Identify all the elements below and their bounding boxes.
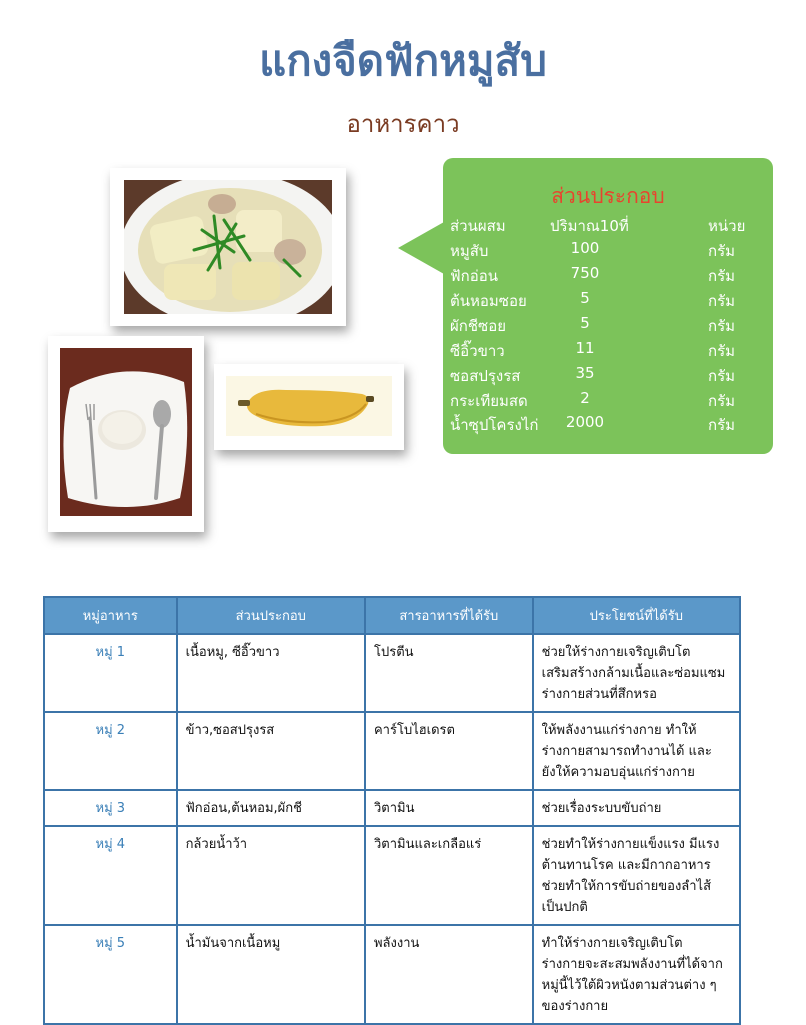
table-row: [44, 925, 740, 1024]
food-group-cell: หมู่ 2: [44, 712, 177, 790]
ingredient-name: หมูสับ: [450, 242, 489, 260]
table-row: [44, 790, 740, 826]
table-row: [44, 634, 740, 712]
ingredient-unit: กรัม: [708, 342, 736, 360]
ingredient-unit: กรัม: [708, 267, 736, 285]
ingredient-unit: กรัม: [708, 317, 736, 335]
component-cell: ฟักอ่อน,ต้นหอม,ผักชี: [177, 790, 365, 826]
ingredient-name: ต้นหอมซอย: [450, 292, 527, 310]
page-subtitle: อาหารคาว: [346, 110, 460, 138]
nutrient-cell: คาร์โบไฮเดรต: [365, 712, 533, 790]
ingredient-name: ซีอิ๊วขาว: [450, 342, 505, 360]
ingredient-col-qty: ปริมาณ10ที่: [550, 217, 629, 235]
banana-photo: [214, 364, 404, 450]
ingredient-unit: กรัม: [708, 416, 736, 434]
benefit-cell: ช่วยให้ร่างกายเจริญเติบโต เสริมสร้างกล้ามเนื้อและซ่อมแซม ร่างกายส่วนที่สึกหรอ: [533, 634, 740, 712]
ingredient-row: [450, 314, 770, 338]
ingredient-col-name: ส่วนผสม: [450, 217, 506, 235]
component-cell: ข้าว,ซอสปรุงรส: [177, 712, 365, 790]
ingredient-qty: 100: [570, 239, 600, 257]
ingredient-row: [450, 389, 770, 413]
ingredient-unit: กรัม: [708, 292, 736, 310]
nutrient-cell: วิตามินและเกลือแร่: [365, 826, 533, 925]
table-row: [44, 712, 740, 790]
ingredient-row: [450, 239, 770, 263]
ingredient-name: กระเทียมสด: [450, 392, 528, 410]
nutrient-cell: โปรตีน: [365, 634, 533, 712]
ingredient-row: [450, 339, 770, 363]
rice-plate-photo: [48, 336, 204, 532]
benefit-cell: ทำให้ร่างกายเจริญเติบโต ร่างกายจะสะสมพลังงานที่ได้จาก หมู่นี้ไว้ใต้ผิวหนังตามส่วนต่าง ๆ ของร่างกาย: [533, 925, 740, 1024]
ingredient-qty: 750: [570, 264, 600, 282]
bubble-pointer: [398, 222, 444, 274]
ingredient-col-unit: หน่วย: [708, 217, 746, 235]
ingredient-unit: กรัม: [708, 242, 736, 260]
ingredient-qty: 2: [580, 389, 590, 407]
ingredient-row: [450, 289, 770, 313]
food-group-cell: หมู่ 5: [44, 925, 177, 1024]
col-header-nutrient: สารอาหารที่ได้รับ: [365, 597, 533, 634]
nutrition-table: [43, 596, 741, 1025]
ingredient-qty: 5: [580, 289, 590, 307]
ingredient-qty: 35: [575, 364, 595, 382]
ingredient-qty: 11: [575, 339, 595, 357]
page-title: แกงจืดฟักหมูสับ: [259, 36, 547, 85]
col-header-benefit: ประโยชน์ที่ได้รับ: [533, 597, 740, 634]
table-row: [44, 826, 740, 925]
table-header-row: [44, 597, 740, 634]
ingredient-row: [450, 413, 770, 437]
food-group-cell: หมู่ 1: [44, 634, 177, 712]
ingredient-qty: 2000: [565, 413, 605, 431]
ingredient-unit: กรัม: [708, 367, 736, 385]
col-header-component: ส่วนประกอบ: [177, 597, 365, 634]
nutrient-cell: วิตามิน: [365, 790, 533, 826]
ingredient-row: [450, 364, 770, 388]
ingredients-header-row: [450, 214, 770, 238]
ingredient-qty: 5: [580, 314, 590, 332]
benefit-cell: ช่วยเรื่องระบบขับถ่าย: [533, 790, 740, 826]
ingredient-unit: กรัม: [708, 392, 736, 410]
food-group-cell: หมู่ 3: [44, 790, 177, 826]
benefit-cell: ให้พลังงานแก่ร่างกาย ทำให้ ร่างกายสามารถทำงานได้ และ ยังให้ความอบอุ่นแก่ร่างกาย: [533, 712, 740, 790]
ingredient-name: ผักชีซอย: [450, 317, 507, 335]
food-group-cell: หมู่ 4: [44, 826, 177, 925]
component-cell: กล้วยน้ำว้า: [177, 826, 365, 925]
ingredient-name: ฟักอ่อน: [450, 267, 498, 285]
ingredient-row: [450, 264, 770, 288]
nutrient-cell: พลังงาน: [365, 925, 533, 1024]
component-cell: เนื้อหมู, ซีอิ๊วขาว: [177, 634, 365, 712]
ingredient-name: ซอสปรุงรส: [450, 367, 521, 385]
col-header-food-group: หมู่อาหาร: [44, 597, 177, 634]
component-cell: น้ำมันจากเนื้อหมู: [177, 925, 365, 1024]
benefit-cell: ช่วยทำให้ร่างกายแข็งแรง มีแรง ต้านทานโรค และมีกากอาหาร ช่วยทำให้การขับถ่ายของลำไส้ เป็นปกติ: [533, 826, 740, 925]
soup-photo: [110, 168, 346, 326]
ingredient-name: น้ำซุปโครงไก่: [450, 416, 539, 434]
ingredients-heading: ส่วนประกอบ: [551, 184, 665, 208]
